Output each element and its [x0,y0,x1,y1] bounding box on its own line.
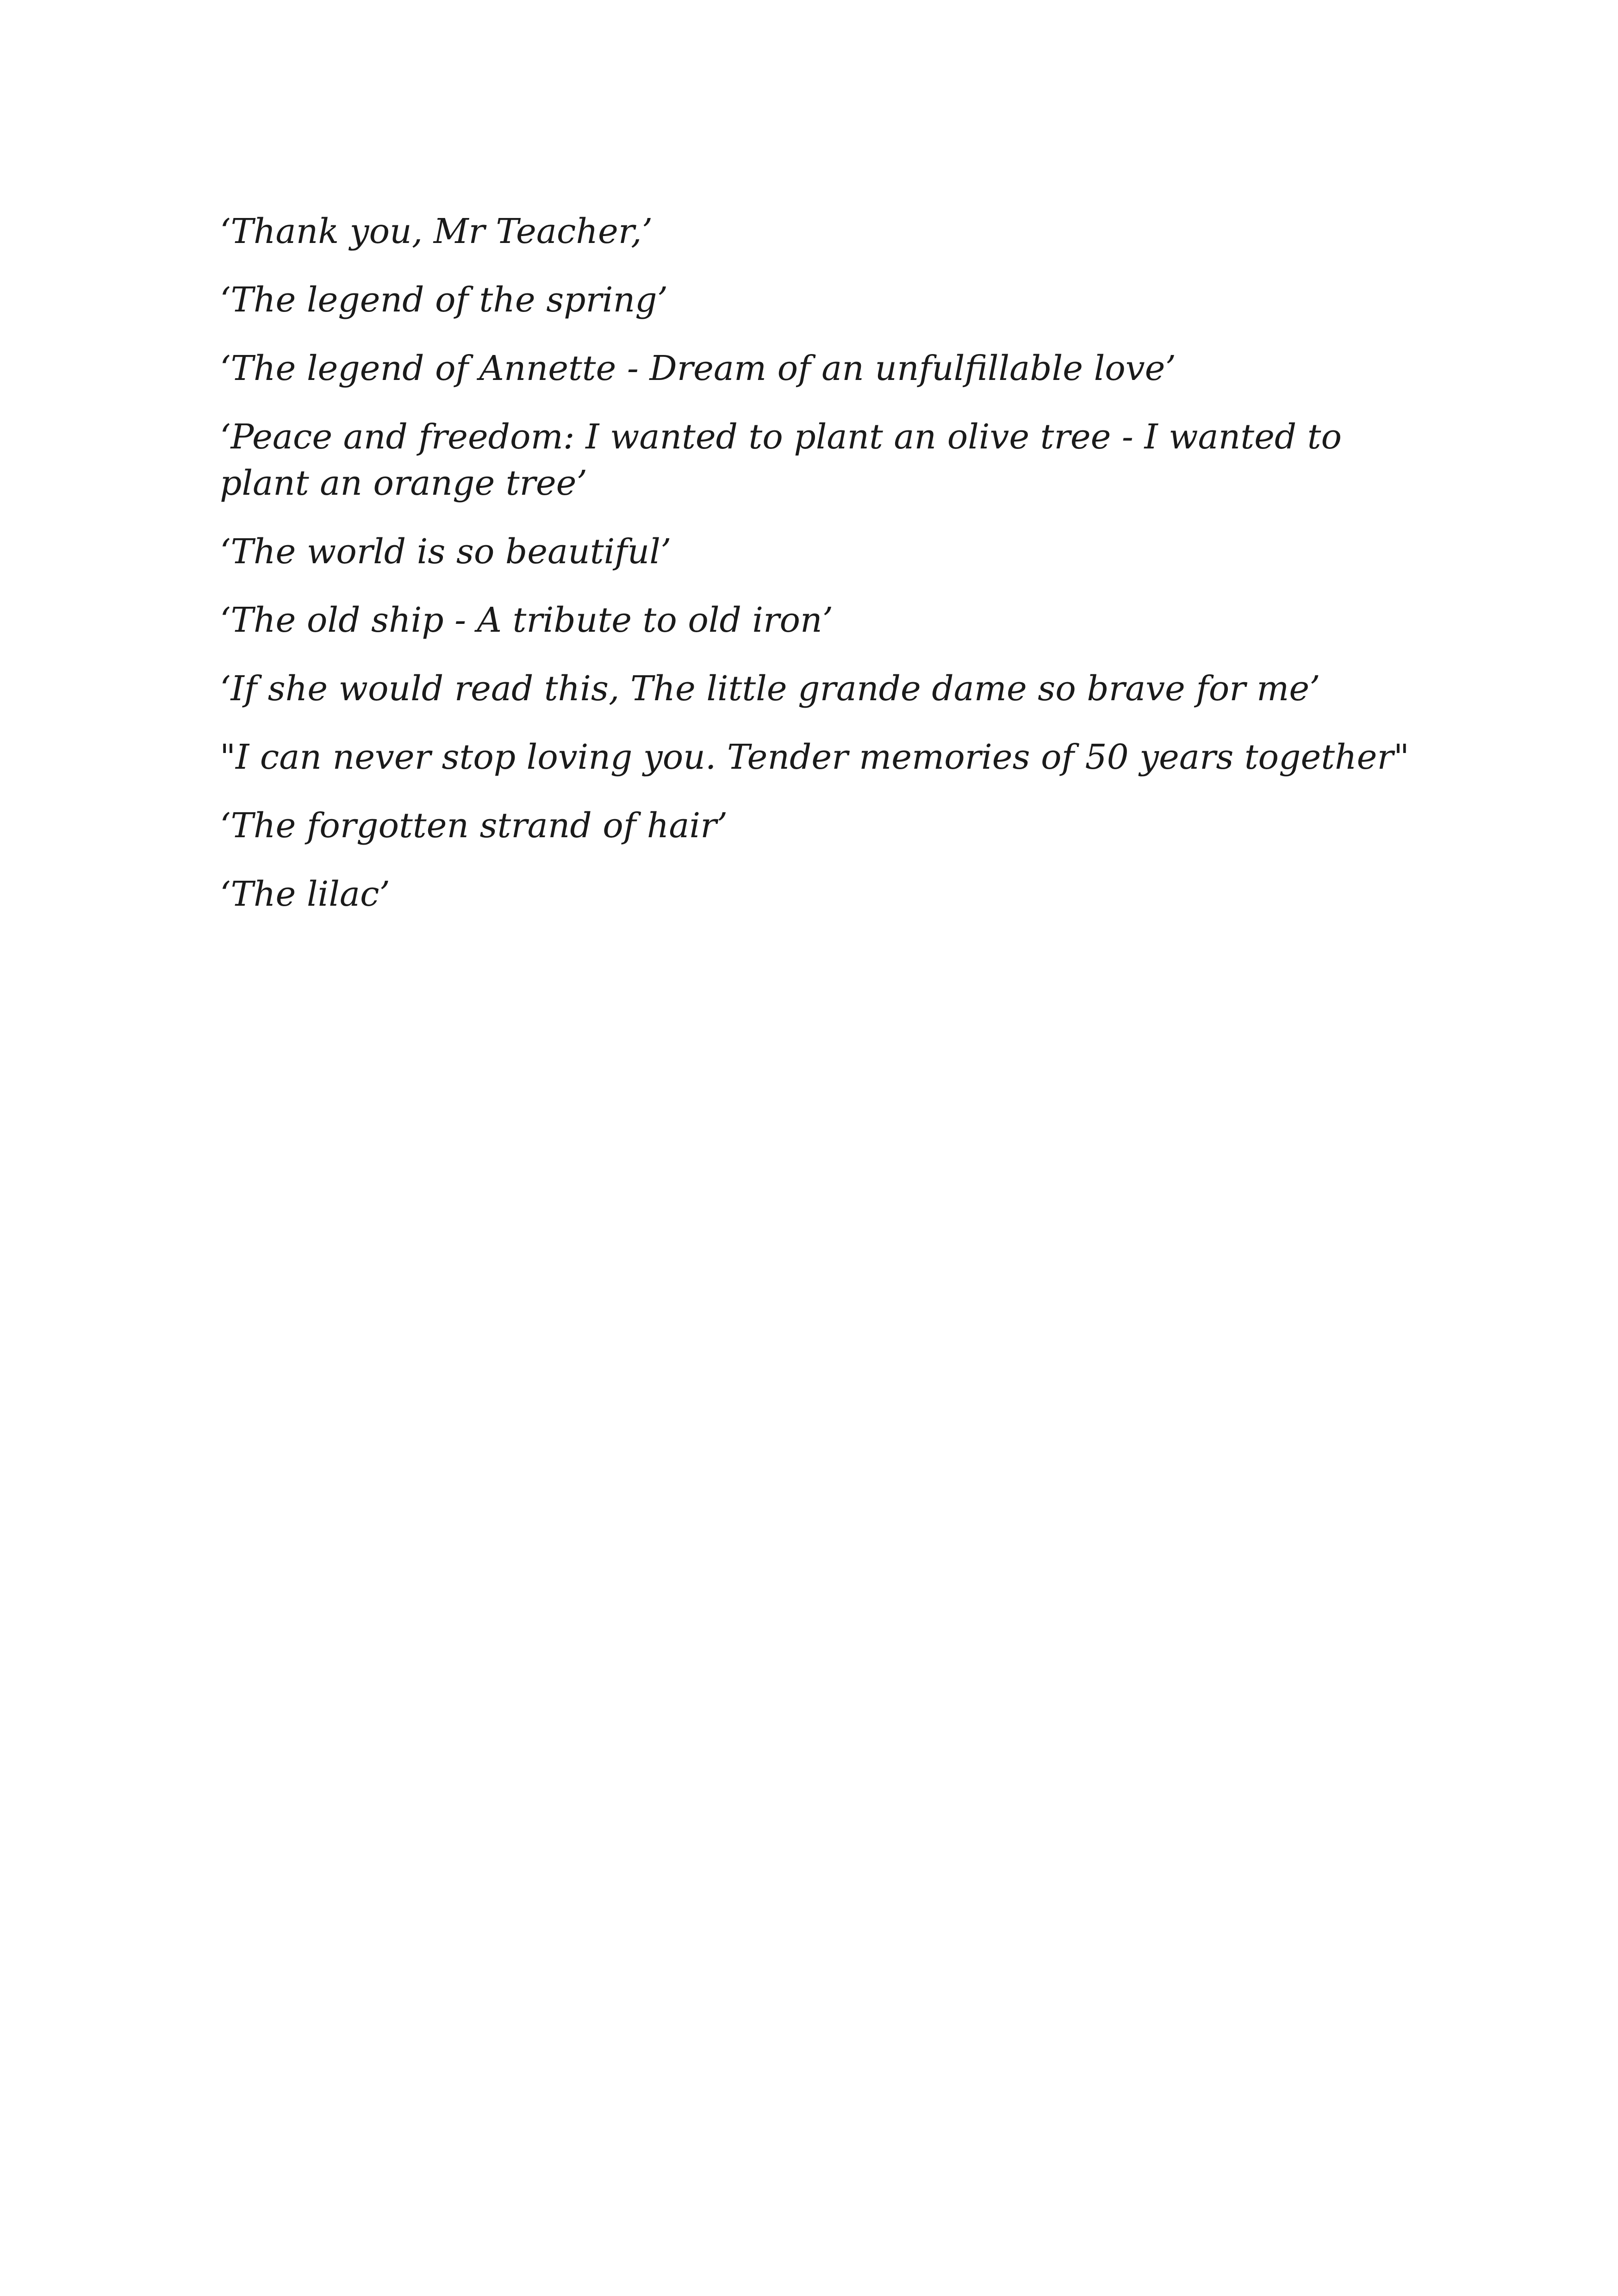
title-item-grande-dame: ‘If she would read this, The little grande dame so brave for me’ [220,669,1320,709]
title-item-legend-spring: ‘The legend of the spring’ [220,280,668,320]
title-item-old-ship: ‘The old ship - A tribute to old iron’ [220,600,834,640]
title-item-legend-annette: ‘The legend of Annette - Dream of an unfulfillable love’ [220,348,1176,388]
title-item-forgotten-strand: ‘The forgotten strand of hair’ [220,806,728,846]
title-item-peace-freedom: ‘Peace and freedom: I wanted to plant an olive tree - I wanted to plant an orange tree’ [220,417,1342,503]
title-item-world-beautiful: ‘The world is so beautiful’ [220,532,672,572]
title-item-thank-you: ‘Thank you, Mr Teacher,’ [220,212,653,251]
title-list [220,208,1423,940]
title-item-never-stop-loving: "I can never stop loving you. Tender memories of 50 years together" [220,737,1409,777]
title-item-lilac: ‘The lilac’ [220,874,390,914]
